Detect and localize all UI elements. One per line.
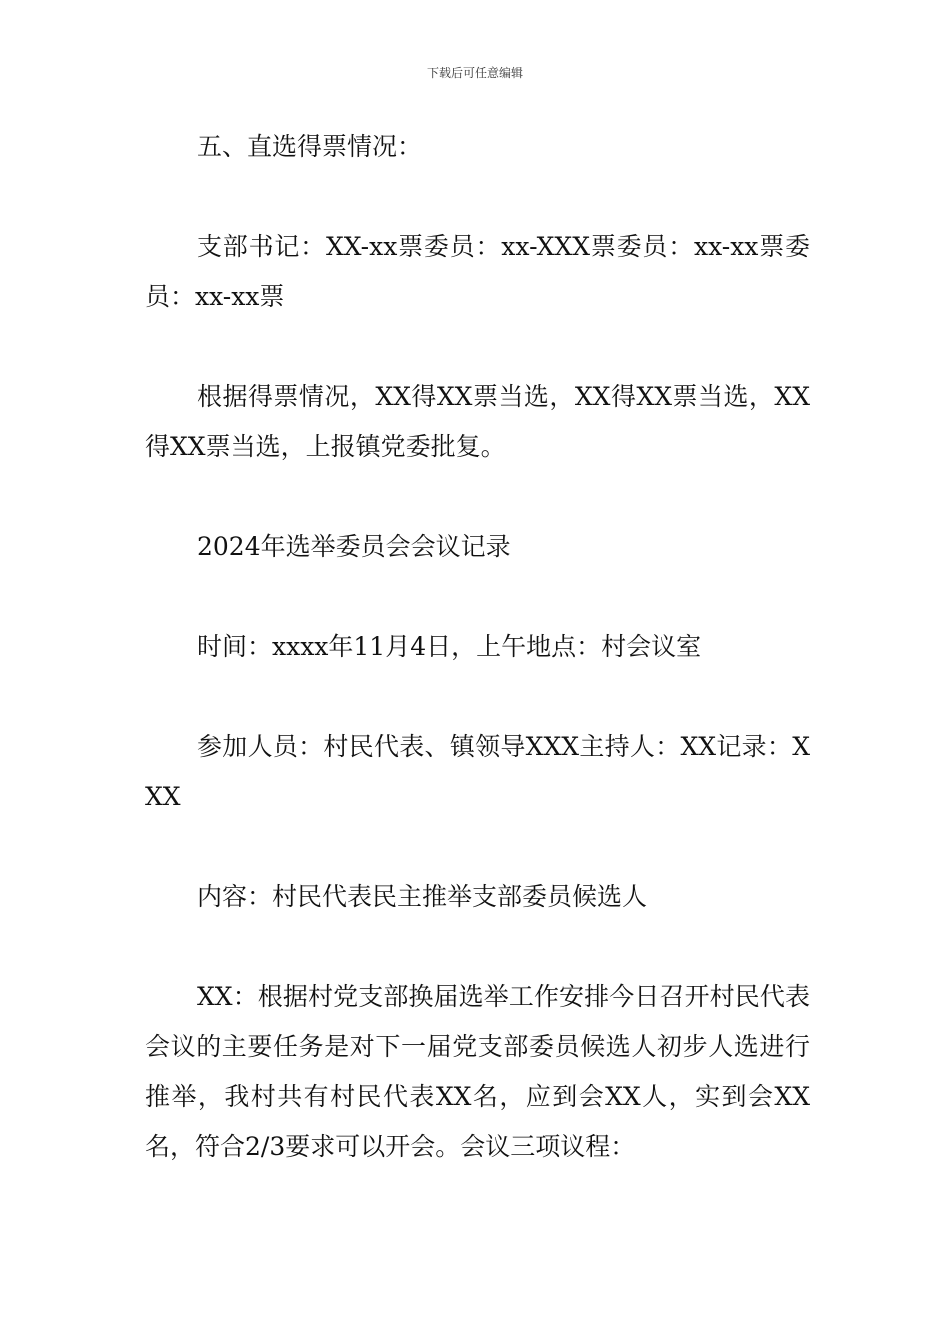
page-header: 下载后可任意编辑 bbox=[426, 66, 523, 80]
section-heading-vote-results: 五、直选得票情况： bbox=[197, 132, 423, 161]
meeting-opening-statement: XX：根据村党支部换届选举工作安排今日召开村民代表会议的主要任务是对下一届党支部委员候选人初步人选进行推举，我村共有村民代表XX名，应到会XX人，实到会XX名，符合2/3要求可以开会。会议三项议程： bbox=[145, 982, 810, 1161]
meeting-content: 内容：村民代表民主推举支部委员候选人 bbox=[197, 882, 648, 911]
meeting-time-location: 时间：xxxx年11月4日，上午地点：村会议室 bbox=[197, 632, 702, 661]
document-body bbox=[145, 122, 810, 1222]
paragraph-vote-counts: 支部书记：XX-xx票委员：xx-XXX票委员：xx-xx票委员：xx-xx票 bbox=[145, 232, 810, 311]
meeting-participants: 参加人员：村民代表、镇领导XXX主持人：XX记录：XXX bbox=[145, 732, 810, 811]
meeting-record-title: 2024年选举委员会会议记录 bbox=[197, 532, 511, 561]
paragraph-election-result: 根据得票情况，XX得XX票当选，XX得XX票当选，XX得XX票当选，上报镇党委批复。 bbox=[145, 382, 810, 461]
